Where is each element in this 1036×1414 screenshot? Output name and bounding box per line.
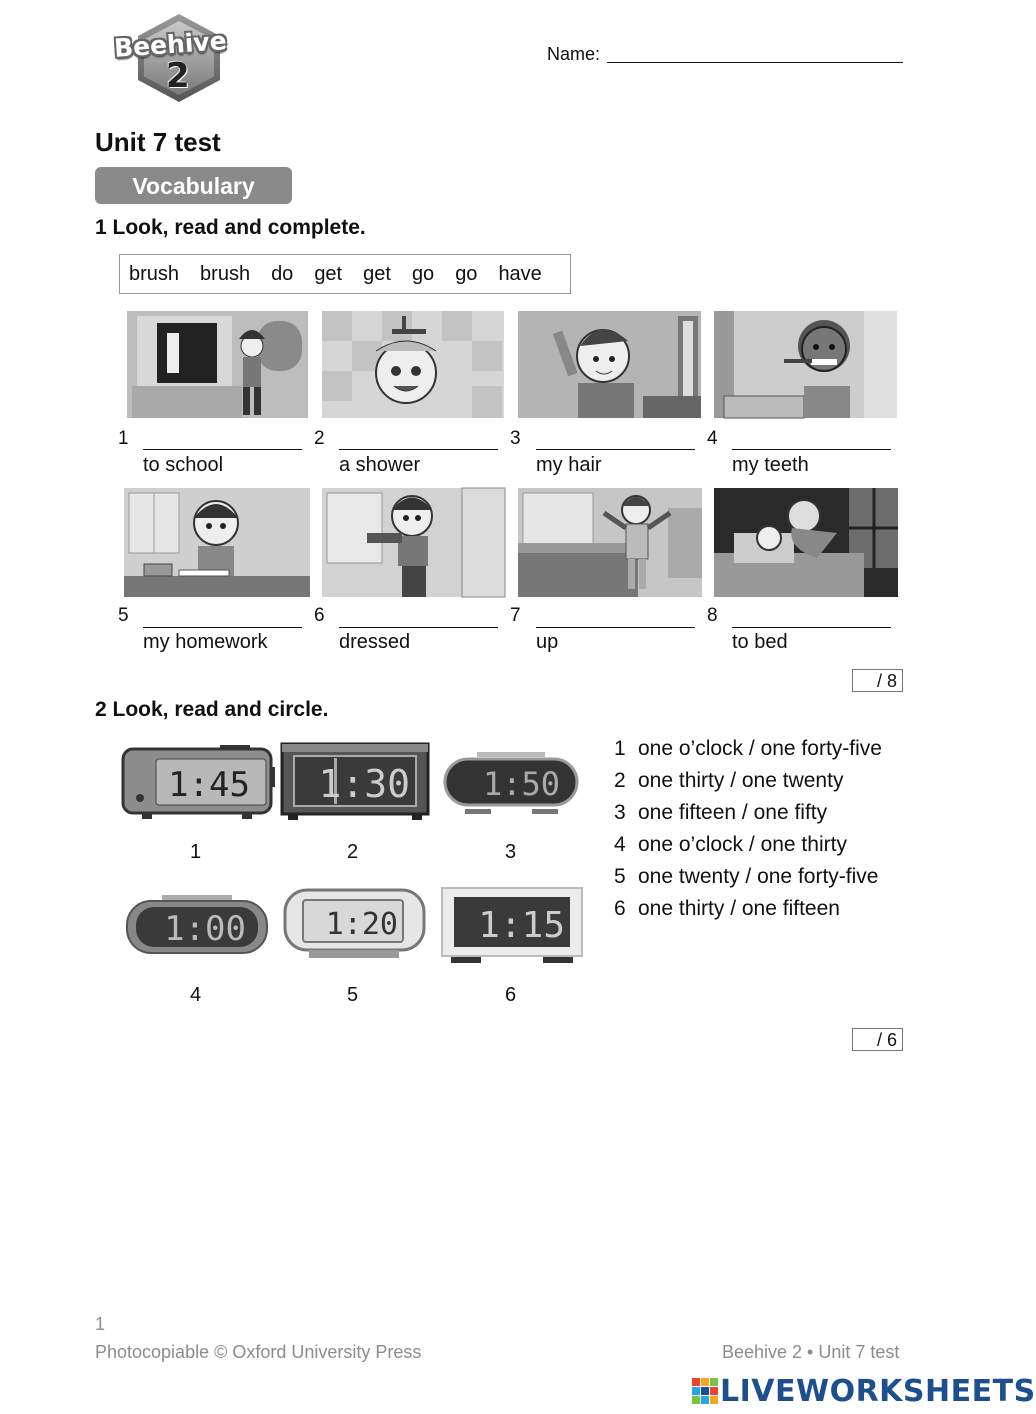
logo-word: Beehive: [113, 26, 228, 63]
word-bank-item: get: [314, 262, 343, 285]
name-field[interactable]: [607, 62, 903, 63]
clock-1: [120, 743, 275, 821]
clock-6: [441, 887, 583, 965]
item-caption: up: [536, 631, 559, 653]
item-number: 4: [707, 428, 718, 449]
clock-time: 1:50: [482, 765, 560, 803]
word-bank-item: have: [498, 262, 542, 285]
item-caption: my teeth: [732, 454, 809, 476]
beehive-logo: [108, 12, 248, 104]
word-bank-item: go: [455, 262, 478, 285]
section-banner: Vocabulary: [95, 167, 292, 204]
picture-do-homework: [124, 488, 310, 597]
circle-option[interactable]: 1 one o’clock / one forty-five: [614, 737, 882, 760]
answer-blank[interactable]: [536, 449, 695, 450]
item-number: 8: [707, 605, 718, 626]
book-reference: Beehive 2 • Unit 7 test: [722, 1342, 900, 1362]
picture-go-to-bed: [714, 488, 898, 597]
clock-time: 1:15: [478, 905, 565, 946]
clock-label: 6: [505, 984, 517, 1006]
word-bank-item: brush: [200, 262, 251, 285]
clock-label: 5: [347, 984, 359, 1006]
clock-label: 1: [190, 841, 202, 863]
liveworksheets-brand[interactable]: LIVEWORKSHEETS: [720, 1374, 1036, 1409]
clock-label: 4: [190, 984, 202, 1006]
clock-4: [124, 893, 270, 959]
circle-option[interactable]: 2 one thirty / one twenty: [614, 769, 844, 792]
word-bank-item: get: [363, 262, 391, 285]
word-bank: [119, 254, 571, 294]
clock-time: 1:00: [164, 909, 246, 949]
item-number: 5: [118, 605, 129, 626]
answer-blank[interactable]: [143, 627, 302, 628]
clock-2: [280, 742, 430, 821]
page-number: 1: [95, 1314, 106, 1334]
picture-get-up: [518, 488, 702, 597]
task2-title: 2 Look, read and circle.: [95, 698, 329, 721]
answer-blank[interactable]: [732, 449, 891, 450]
answer-blank[interactable]: [143, 449, 302, 450]
circle-option[interactable]: 3 one fifteen / one fifty: [614, 801, 828, 824]
word-bank-item: do: [271, 262, 294, 285]
page-title: Unit 7 test: [95, 127, 221, 157]
liveworksheets-icon: [692, 1378, 718, 1404]
answer-blank[interactable]: [536, 627, 695, 628]
item-number: 6: [314, 605, 325, 626]
answer-blank[interactable]: [339, 449, 498, 450]
item-caption: to school: [143, 454, 224, 476]
clock-5: [283, 888, 426, 960]
clock-time: 1:30: [318, 762, 410, 806]
item-caption: my homework: [143, 631, 268, 653]
clock-3: [440, 750, 582, 816]
clock-time: 1:20: [325, 907, 398, 942]
score-box[interactable]: / 6: [852, 1028, 903, 1051]
circle-option[interactable]: 5 one twenty / one forty-five: [614, 865, 879, 888]
clock-label: 3: [505, 841, 517, 863]
score-box[interactable]: / 8: [852, 669, 903, 692]
item-caption: my hair: [536, 454, 602, 476]
word-bank-item: go: [411, 262, 435, 285]
clock-time: 1:45: [168, 765, 250, 805]
picture-have-a-shower: [322, 311, 504, 418]
item-number: 2: [314, 428, 325, 449]
picture-get-dressed: [322, 488, 505, 597]
item-number: 1: [118, 428, 129, 449]
picture-brush-hair: [518, 311, 701, 418]
answer-blank[interactable]: [732, 627, 891, 628]
item-number: 7: [510, 605, 521, 626]
item-number: 3: [510, 428, 521, 449]
circle-option[interactable]: 4 one o’clock / one thirty: [614, 833, 847, 856]
task1-title: 1 Look, read and complete.: [95, 216, 366, 239]
logo-number: 2: [166, 56, 190, 96]
clock-label: 2: [347, 841, 359, 863]
answer-blank[interactable]: [339, 627, 498, 628]
item-caption: to bed: [732, 631, 788, 653]
word-bank-item: brush: [129, 262, 180, 285]
item-caption: dressed: [339, 631, 411, 653]
picture-brush-teeth: [714, 311, 897, 418]
name-label: Name:: [547, 44, 601, 64]
picture-go-to-school: [127, 311, 308, 418]
copyright: Photocopiable © Oxford University Press: [95, 1342, 422, 1362]
item-caption: a shower: [339, 454, 421, 476]
circle-option[interactable]: 6 one thirty / one fifteen: [614, 897, 840, 920]
